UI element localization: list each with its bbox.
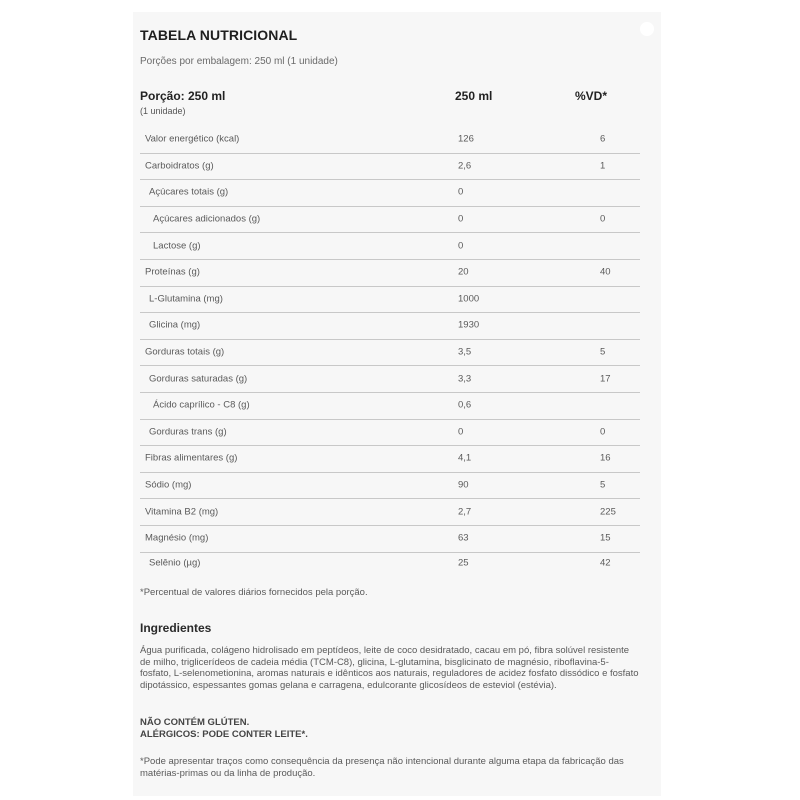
allergen-warnings — [140, 717, 308, 741]
nutrient-quantity: 0 — [458, 186, 464, 198]
table-row — [140, 259, 640, 287]
nutrient-quantity: 0 — [458, 213, 464, 225]
nutrient-quantity: 2,7 — [458, 506, 472, 518]
ingredients-title: Ingredientes — [140, 621, 212, 635]
nutrient-name: Gorduras totais (g) — [145, 346, 225, 358]
table-row — [140, 206, 640, 234]
header-daily-value: %VD* — [575, 89, 608, 103]
nutrient-name: Valor energético (kcal) — [145, 133, 240, 145]
nutrient-name: Vitamina B2 (mg) — [145, 506, 219, 518]
nutrient-name: Selênio (µg) — [149, 557, 201, 569]
nutrient-daily-value: 225 — [600, 506, 616, 518]
table-row — [140, 472, 640, 500]
header-quantity: 250 ml — [455, 89, 493, 103]
nutrient-name: Ácido caprílico - C8 (g) — [153, 399, 250, 411]
header-portion: Porção: 250 ml — [140, 89, 226, 103]
nutrient-daily-value: 16 — [600, 452, 611, 464]
nutrient-quantity: 25 — [458, 557, 469, 569]
table-row — [140, 126, 640, 154]
nutrient-daily-value: 15 — [600, 532, 611, 544]
table-row — [140, 286, 640, 314]
nutrient-daily-value: 6 — [600, 133, 606, 145]
nutrient-quantity: 20 — [458, 266, 469, 278]
nutrient-name: Gorduras saturadas (g) — [149, 373, 248, 385]
daily-value-footnote: *Percentual de valores diários fornecidos pela porção. — [140, 587, 368, 598]
nutrient-name: Açúcares adicionados (g) — [153, 213, 261, 225]
ingredients-text: Água purificada, colágeno hidrolisado em peptídeos, leite de coco desidratado, cacau em pó, fibra solúvel resistente de milho, triglicerídeos de cadeia média (TCM-C8), glicina, L-glutamina, bisglicinato de magnésio, riboflavina-5-fosfato, L-selenometionina, aromas naturais e idênticos aos naturais, reguladores de acidez fosfato dissódico e fosfato dipotássico, espessantes gomas gelana e carragena, edulcorante glicosídeos de esteviol (estévia). — [140, 645, 639, 691]
table-title: TABELA NUTRICIONAL — [140, 27, 298, 43]
nutrient-daily-value: 5 — [600, 479, 606, 491]
header-portion-unit: (1 unidade) — [140, 106, 186, 116]
nutrient-quantity: 90 — [458, 479, 469, 491]
nutrient-name: Glicina (mg) — [149, 319, 201, 331]
nutrient-daily-value: 17 — [600, 373, 611, 385]
table-row — [140, 312, 640, 340]
nutrient-name: Lactose (g) — [153, 240, 201, 252]
table-row — [140, 179, 640, 207]
nutrient-quantity: 3,3 — [458, 373, 472, 385]
servings-per-package: Porções por embalagem: 250 ml (1 unidade) — [140, 56, 338, 67]
table-row — [140, 365, 640, 393]
nutrient-name: Gorduras trans (g) — [149, 426, 227, 438]
allergen-warning: ALÉRGICOS: PODE CONTER LEITE*. — [140, 729, 308, 740]
nutrient-daily-value: 1 — [600, 160, 606, 172]
nutrient-name: Fibras alimentares (g) — [145, 452, 238, 464]
table-row — [140, 552, 640, 574]
nutrient-name: Carboidratos (g) — [145, 160, 214, 172]
gluten-warning: NÃO CONTÉM GLÚTEN. — [140, 717, 250, 728]
nutrient-quantity: 63 — [458, 532, 469, 544]
nutrient-quantity: 1000 — [458, 293, 480, 305]
table-row — [140, 153, 640, 181]
nutrient-name: Magnésio (mg) — [145, 532, 209, 544]
nutrient-name: Açúcares totais (g) — [149, 186, 229, 198]
nutrient-quantity: 3,5 — [458, 346, 472, 358]
nutrient-daily-value: 42 — [600, 557, 611, 569]
corner-dot — [640, 22, 654, 36]
nutrient-quantity: 2,6 — [458, 160, 472, 172]
table-row — [140, 232, 640, 260]
nutrient-quantity: 0 — [458, 240, 464, 252]
table-row — [140, 392, 640, 420]
table-row — [140, 339, 640, 367]
nutrient-name: Sódio (mg) — [145, 479, 192, 491]
table-row — [140, 445, 640, 473]
nutrient-quantity: 0,6 — [458, 399, 472, 411]
nutrient-quantity: 4,1 — [458, 452, 472, 464]
nutrient-name: Proteínas (g) — [145, 266, 200, 278]
nutrient-daily-value: 0 — [600, 213, 606, 225]
nutrient-daily-value: 5 — [600, 346, 606, 358]
trace-note: *Pode apresentar traços como consequência da presença não intencional durante alguma etapa da fabricação das matérias-primas ou da linha de produção. — [140, 756, 624, 779]
nutrient-quantity: 0 — [458, 426, 464, 438]
table-row — [140, 498, 640, 526]
nutrient-quantity: 126 — [458, 133, 474, 145]
nutrient-name: L-Glutamina (mg) — [149, 293, 223, 305]
table-row — [140, 419, 640, 447]
nutrient-daily-value: 0 — [600, 426, 606, 438]
table-row — [140, 525, 640, 553]
nutrient-daily-value: 40 — [600, 266, 611, 278]
nutrient-quantity: 1930 — [458, 319, 480, 331]
